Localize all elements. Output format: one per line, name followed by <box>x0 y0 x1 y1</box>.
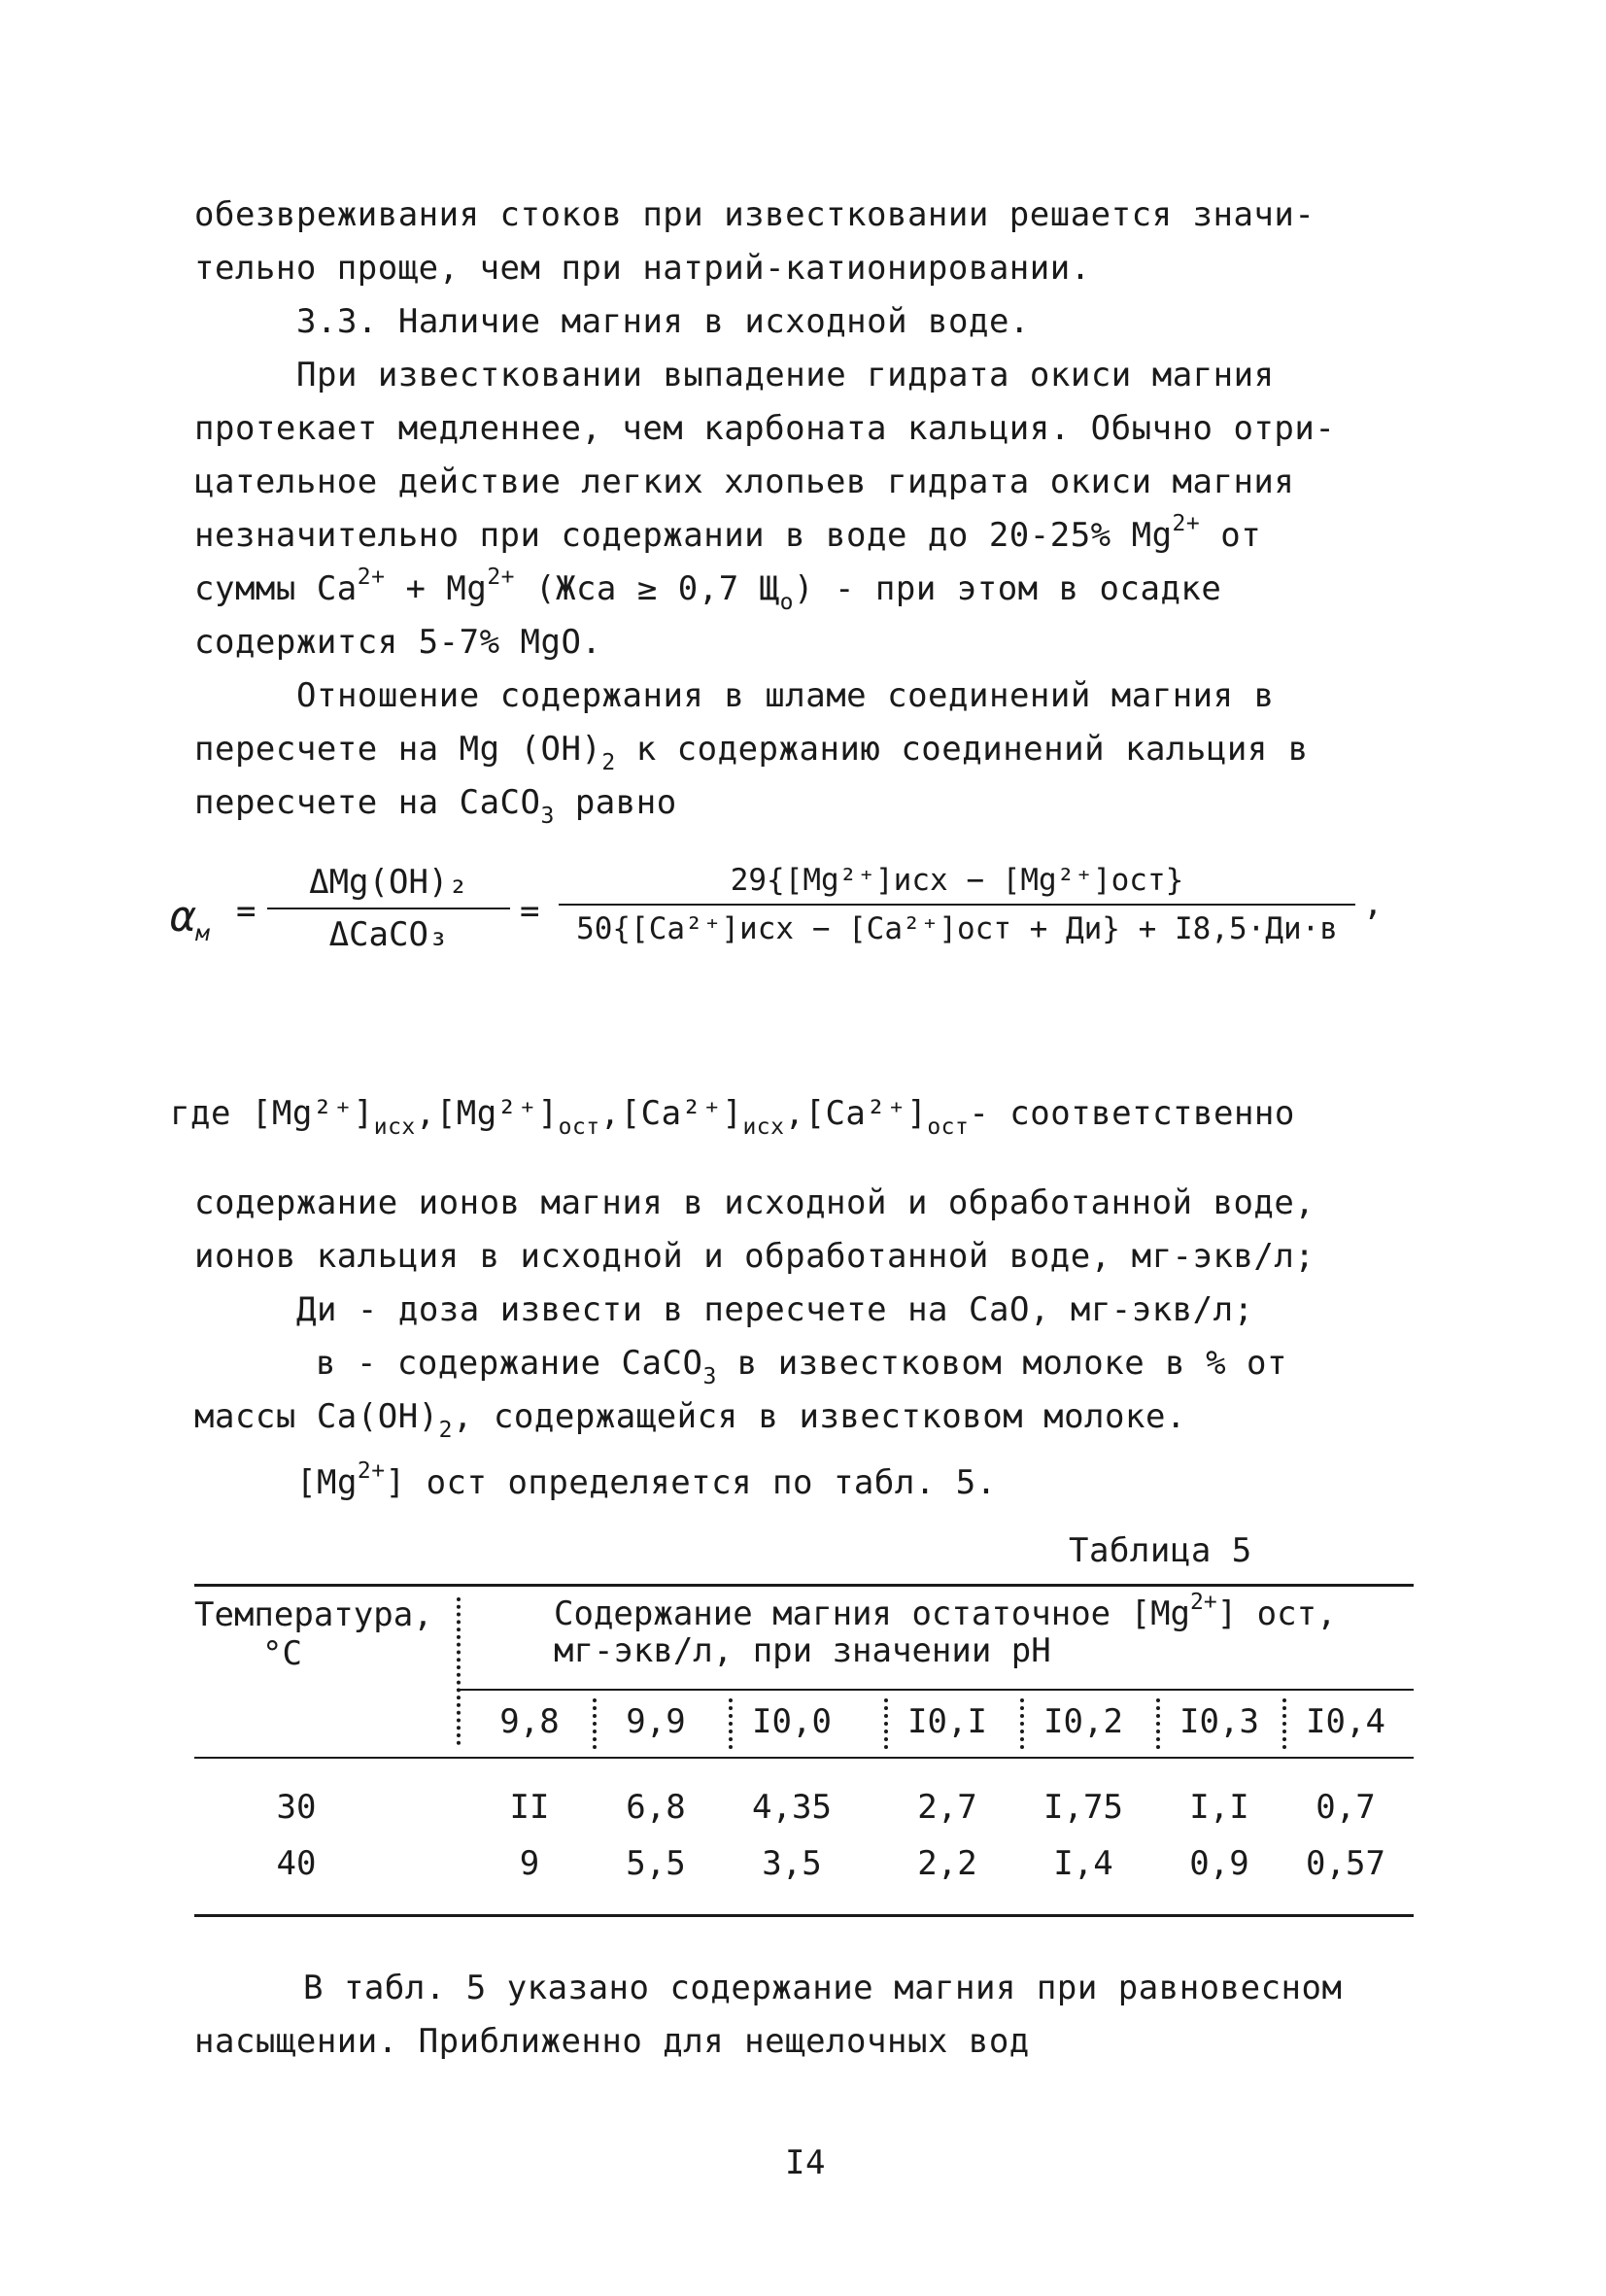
ph-header-cell: I0,2 <box>1043 1702 1123 1741</box>
table-cell: I,I <box>1189 1788 1249 1827</box>
definition-line-5: массы $Ca(OH)_2$, содержащейся в известковом молоке. <box>194 1397 1186 1443</box>
table-bottom-rule <box>194 1914 1414 1917</box>
table-cell: 0,9 <box>1189 1844 1249 1883</box>
paragraph-2-line-5: суммы $Ca^{2+} + Mg^{2+}$ (Жса ≥ 0,7 $Щ_о$) - при этом в осадке <box>194 565 1222 615</box>
ph-divider <box>1282 1698 1286 1749</box>
table-row-temperature: 40 <box>276 1844 317 1883</box>
formula-fraction-2-denominator: 50{[Ca²⁺]исх − [Ca²⁺]ост + Ди} + I8,5·Ди·в <box>559 904 1355 946</box>
formula-equals-1: = <box>236 892 256 931</box>
ph-header-cell: 9,9 <box>626 1702 686 1741</box>
definition-line-6: $[Mg^{2+}]$ ост определяется по табл. 5. <box>296 1458 997 1502</box>
table-cell: I,4 <box>1053 1844 1113 1883</box>
ph-header-cell: I0,0 <box>752 1702 832 1741</box>
definition-line-3: Ди - доза извести в пересчете на CaO, мг-экв/л; <box>296 1290 1254 1329</box>
where-line: где $[Mg^{2+}]_{исх},[Mg^{2+}]_{ост},[Ca^{2+}]_{исх},[Ca^{2+}]_{ост}-$ соответственно <box>170 1094 1295 1140</box>
table-cell: II <box>509 1788 550 1827</box>
ph-divider <box>1020 1698 1024 1749</box>
formula-comma: , <box>1363 884 1384 923</box>
formula-lhs: $\alpha_м$ <box>170 892 210 946</box>
table-top-rule <box>194 1584 1414 1587</box>
table-cell: 0,57 <box>1306 1844 1385 1883</box>
table-cell: 4,35 <box>752 1788 832 1827</box>
table-cell: I,75 <box>1043 1788 1123 1827</box>
definition-line-4: в - содержание CaCO$_3$ в известковом молоке в % от <box>316 1344 1287 1389</box>
page-number: I4 <box>785 2143 826 2182</box>
table-caption: Таблица 5 <box>1069 1531 1252 1570</box>
table-cell: 2,2 <box>917 1844 977 1883</box>
paragraph-3-line-3: пересчете на CaCO$_3$ равно <box>194 783 677 829</box>
table-cell: 3,5 <box>762 1844 822 1883</box>
paragraph-4-line-2: насыщении. Приближенно для нещелочных вод <box>194 2022 1030 2061</box>
table-cell: 9 <box>519 1844 540 1883</box>
ph-divider <box>884 1698 888 1749</box>
ph-header-cell: I0,3 <box>1179 1702 1259 1741</box>
header-temperature: Температура, °C <box>194 1595 433 1673</box>
paragraph-2-line-1: При известковании выпадение гидрата окиси магния <box>296 356 1275 394</box>
alpha-formula <box>170 845 1414 991</box>
header-content: Содержание магния остаточное $[Mg^{2+}]$ ост, мг-экв/л, при значении pH <box>554 1590 1337 1670</box>
table-cell: 0,7 <box>1316 1788 1376 1827</box>
ph-header-cell: I0,4 <box>1306 1702 1385 1741</box>
table-row-temperature: 30 <box>276 1788 317 1827</box>
paragraph-1-line-1: обезвреживания стоков при известковании решается значи- <box>194 195 1316 234</box>
ph-header-cell: I0,I <box>907 1702 987 1741</box>
ph-divider <box>729 1698 733 1749</box>
definition-line-1: содержание ионов магния в исходной и обработанной воде, <box>194 1183 1316 1222</box>
paragraph-2-line-2: протекает медленнее, чем карбоната кальция. Обычно отри- <box>194 409 1336 448</box>
table-cell: 2,7 <box>917 1788 977 1827</box>
paragraph-3-line-2: пересчете на Mg $(OH)_2$ к содержанию соединений кальция в <box>194 730 1309 775</box>
paragraph-3-line-1: Отношение содержания в шламе соединений магния в <box>296 676 1275 715</box>
formula-fraction-2 <box>559 863 1355 946</box>
paragraph-2-line-3: цательное действие легких хлопьев гидрата окиси магния <box>194 463 1295 501</box>
formula-equals-2: = <box>520 892 540 931</box>
paragraph-2-line-6: содержится 5-7% MgO. <box>194 623 602 662</box>
formula-fraction-1-denominator: ΔCaCO₃ <box>267 908 510 954</box>
paragraph-1-line-2: тельно проще, чем при натрий-катионировании. <box>194 249 1091 288</box>
formula-fraction-2-numerator: 29{[Mg²⁺]исх − [Mg²⁺]ост} <box>730 863 1184 898</box>
formula-fraction-1 <box>267 863 510 954</box>
ph-divider <box>593 1698 597 1749</box>
formula-fraction-1-numerator: ΔMg(OH)₂ <box>309 863 468 902</box>
header-mid-rule <box>457 1689 1414 1691</box>
header-bottom-rule <box>194 1757 1414 1759</box>
header-divider <box>457 1597 461 1745</box>
paragraph-2-line-4: незначительно при содержании в воде до 20-25% $Mg^{2+}$ от <box>194 511 1262 555</box>
section-heading: 3.3. Наличие магния в исходной воде. <box>296 302 1030 341</box>
table-cell: 6,8 <box>626 1788 686 1827</box>
paragraph-4-line-1: В табл. 5 указано содержание магния при равновесном <box>303 1969 1343 2007</box>
table-cell: 5,5 <box>626 1844 686 1883</box>
ph-divider <box>1156 1698 1160 1749</box>
ph-header-cell: 9,8 <box>499 1702 560 1741</box>
definition-line-2: ионов кальция в исходной и обработанной воде, мг-экв/л; <box>194 1237 1316 1276</box>
